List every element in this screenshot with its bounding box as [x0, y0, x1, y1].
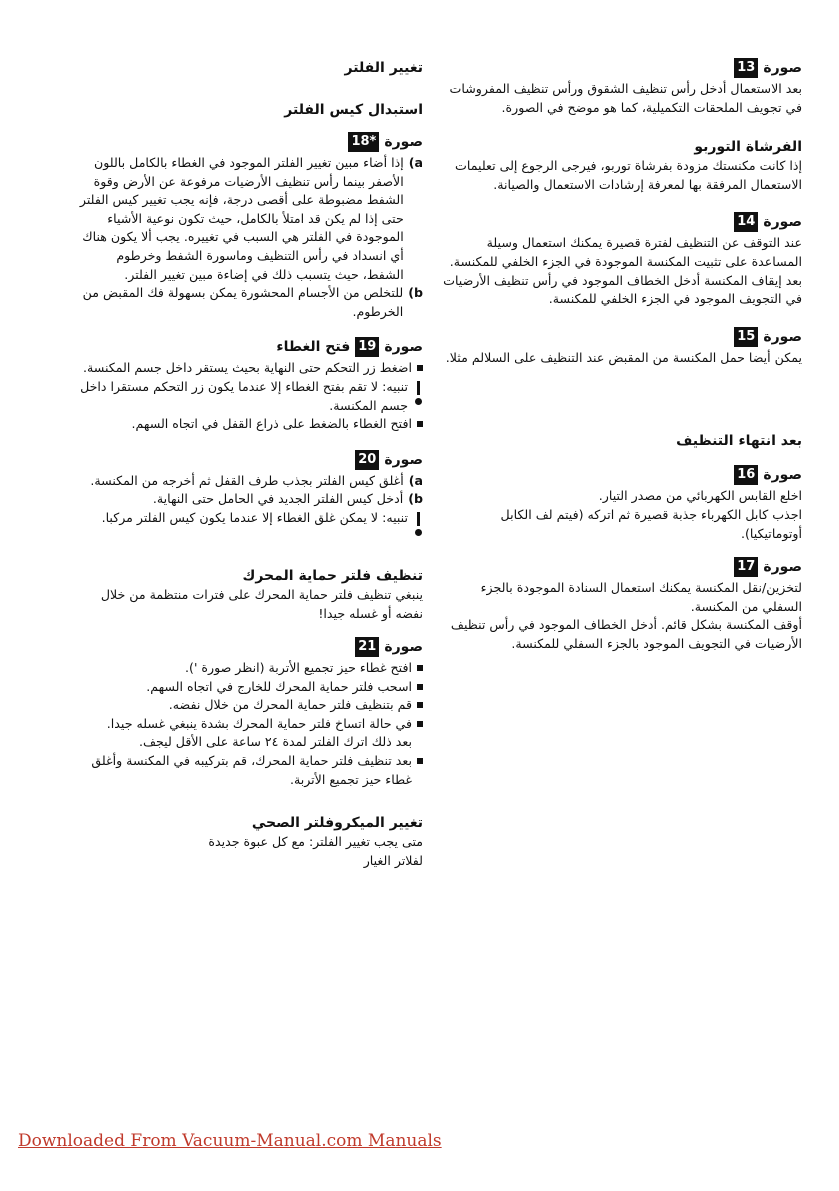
- bullet-item: [78, 678, 423, 697]
- figure-label: صورة: [763, 559, 802, 576]
- figure-number-badge: 15: [734, 327, 758, 347]
- bullet-text: بعد تنظيف فلتر حماية المحرك، قم بتركيبه في المكنسة وأغلق غطاء حيز تجميع الأتربة.: [91, 753, 412, 787]
- bullet-item: [78, 415, 423, 434]
- figure-18-heading: [78, 132, 423, 152]
- figure-16-heading: [440, 465, 802, 485]
- bullet-square-icon: [417, 758, 423, 764]
- figure-label: صورة: [763, 214, 802, 231]
- figure-label: صورة: [384, 134, 423, 150]
- bullet-square-icon: [417, 721, 423, 727]
- figure-label: صورة: [384, 639, 423, 656]
- step-marker: a): [408, 155, 423, 170]
- caution-icon: [413, 509, 423, 536]
- bullet-square-icon: [417, 665, 423, 671]
- figure-number-badge: 14: [734, 212, 758, 232]
- caution-note: [78, 378, 423, 415]
- caution-text: تنبيه: لا يمكن غلق الغطاء إلا عندما يكون كيس الفلتر مركبا.: [101, 509, 408, 525]
- figure-number-badge: 13: [734, 58, 758, 78]
- figure-label: صورة: [763, 467, 802, 484]
- figure-14-text-1: عند التوقف عن التنظيف لفترة قصيرة يمكنك استعمال وسيلة المساعدة على تثبيت المكنسة الموجودة في الجزء الخلفي للمكنسة.: [449, 235, 802, 269]
- bullet-item: [78, 696, 423, 715]
- step-a: [78, 472, 423, 491]
- bullet-square-icon: [417, 684, 423, 690]
- figure-label: صورة: [384, 339, 423, 356]
- step-b: [78, 490, 423, 509]
- bullet-text: قم بتنظيف فلتر حماية المحرك من خلال نفضه.: [168, 697, 412, 713]
- figure-label: صورة: [763, 328, 802, 345]
- figure-13-text: بعد الاستعمال أدخل رأس تنظيف الشقوق ورأس تنظيف المفروشات في تجويف الملحقات التكميلية، كما هو موضح في الصورة.: [449, 81, 802, 115]
- page-title: تغيير الفلتر: [344, 60, 423, 76]
- bullet-square-icon: [417, 421, 423, 427]
- caution-note: [78, 509, 423, 536]
- right-column: [440, 58, 802, 654]
- figure-20-heading: [78, 450, 423, 470]
- figure-number-badge: 20: [355, 450, 379, 470]
- microfilter-text-2: لفلاتر الغيار: [363, 852, 423, 868]
- figure-14-text-2: بعد إيقاف المكنسة أدخل الخطاف الموجود في رأس تنظيف الأرضيات في التجويف الموجود في الجزء الخلفي للمكنسة.: [443, 272, 802, 307]
- figure-15-text: يمكن أيضا حمل المكنسة من المقبض عند التنظيف على السلالم مثلا.: [445, 349, 802, 365]
- caution-icon: [413, 378, 423, 405]
- turbo-brush-text: إذا كانت مكنستك مزودة بفرشاة توربو، فيرجى الرجوع إلى تعليمات الاستعمال المرفقة بها لمعرفة إرشادات الاستعمال والصيانة.: [455, 158, 802, 192]
- step-text: إذا أضاء مبين تغيير الفلتر الموجود في الغطاء بالكامل باللون الأصفر بينما رأس تنظيف الأرضيات مرفوعة عن الأرض وقوة الشفط مضبوطة على أقصى درجة، فإنه يجب تغيير كيس الفلتر حتى إذا لم يكن قد امتلأ بالكامل، حيث تكون نوعية الأشياء الموجودة في الفلتر هي السبب في تغييره. يجب ألا يكون هناك أي انسداد في رأس التنظيف وماسورة الشفط وخرطوم الشفط، حيث يتسبب ذلك في إضاءة مبين تغيير الفلتر.: [79, 155, 404, 282]
- bullet-item: [78, 752, 423, 789]
- figure-21-heading: [78, 637, 423, 657]
- step-text: أدخل كيس الفلتر الجديد في الحامل حتى النهاية.: [152, 491, 404, 507]
- figure-19-heading: [78, 337, 423, 357]
- figure-label: صورة: [384, 451, 423, 468]
- step-text: للتخلص من الأجسام المحشورة يمكن بسهولة فك المقبض من الخرطوم.: [82, 285, 404, 319]
- bullet-square-icon: [417, 365, 423, 371]
- step-text: أغلق كيس الفلتر بجذب طرف القفل ثم أخرجه من المكنسة.: [90, 472, 404, 488]
- microfilter-heading: تغيير الميكروفلتر الصحي: [251, 815, 423, 832]
- figure-17-heading: [440, 557, 802, 577]
- figure-16-text-2: اجذب كابل الكهرباء جذبة قصيرة ثم اتركه (فيتم لف الكابل أوتوماتيكيا).: [500, 506, 802, 541]
- bullet-text: في حالة اتساخ فلتر حماية المحرك بشدة ينبغي غسله جيدا.: [106, 715, 412, 731]
- figure-number-badge: 17: [734, 557, 758, 577]
- bullet-square-icon: [417, 702, 423, 708]
- figure-15-heading: [440, 327, 802, 347]
- turbo-brush-heading: الفرشاة التوربو: [694, 139, 802, 156]
- figure-17-text-2: أوقف المكنسة بشكل قائم. أدخل الخطاف الموجود في رأس تنظيف الأرضيات في التجويف الموجود بالجزء السفلي للمكنسة.: [450, 617, 802, 651]
- figure-14-heading: [440, 212, 802, 232]
- figure-number-badge: 21: [355, 637, 379, 657]
- bullet-text: افتح الغطاء بالضغط على ذراع القفل في اتجاه السهم.: [131, 416, 412, 432]
- figure-13-heading: [440, 58, 802, 78]
- bullet-text: افتح غطاء حيز تجميع الأتربة (انظر صورة ').: [185, 660, 412, 676]
- step-marker: a): [408, 472, 423, 488]
- figure-title: فتح الغطاء: [276, 339, 351, 356]
- bullet-item: [78, 359, 423, 378]
- step-b: [78, 284, 423, 321]
- figure-number-badge: 18*: [348, 132, 379, 152]
- bullet-item: [78, 659, 423, 678]
- figure-number-badge: 16: [734, 465, 758, 485]
- after-cleaning-heading: بعد انتهاء التنظيف: [676, 433, 802, 450]
- step-a: [78, 154, 423, 284]
- drying-text: بعد ذلك اترك الفلتر لمدة ٢٤ ساعة على الأقل ليجف.: [139, 734, 412, 750]
- motor-filter-text: ينبغي تنظيف فلتر حماية المحرك على فترات منتظمة من خلال نفضه أو غسله جيدا!: [100, 586, 423, 621]
- figure-label: صورة: [763, 60, 802, 76]
- step-marker: b): [408, 491, 423, 507]
- motor-filter-heading: تنظيف فلتر حماية المحرك: [242, 567, 423, 584]
- figure-17-text-1: لتخزين/نقل المكنسة يمكنك استعمال السنادة الموجودة بالجزء السفلي من المكنسة.: [480, 580, 802, 614]
- microfilter-text-1: متى يجب تغيير الفلتر: مع كل عبوة جديدة: [208, 834, 423, 850]
- figure-16-text-1: اخلع القابس الكهربائي من مصدر التيار.: [598, 488, 802, 504]
- filter-bag-heading: استبدال كيس الفلتر: [284, 102, 423, 118]
- download-source-link[interactable]: Downloaded From Vacuum-Manual.com Manuals: [18, 1131, 442, 1151]
- left-column: [78, 58, 423, 870]
- caution-text: تنبيه: لا تقم بفتح الغطاء إلا عندما يكون زر التحكم مستقرا داخل جسم المكنسة.: [80, 378, 408, 413]
- bullet-text: اسحب فلتر حماية المحرك للخارج في اتجاه السهم.: [146, 678, 412, 694]
- bullet-item: [78, 715, 423, 734]
- step-marker: b): [408, 285, 423, 301]
- bullet-text: اضغط زر التحكم حتى النهاية بحيث يستقر داخل جسم المكنسة.: [83, 360, 412, 376]
- figure-number-badge: 19: [355, 337, 379, 357]
